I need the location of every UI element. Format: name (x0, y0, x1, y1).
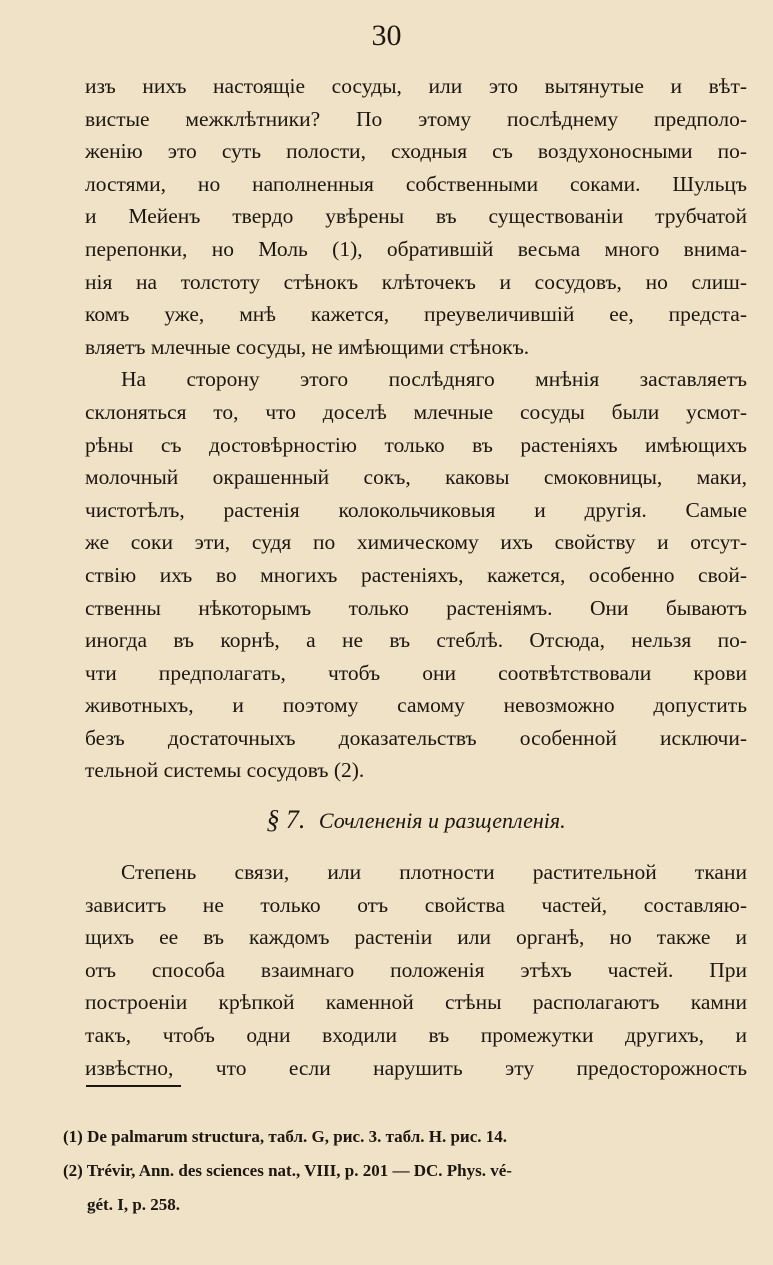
text-line: животныхъ, и поэтому самому невозможно допустить (85, 693, 747, 718)
text-line: изъ нихъ настоящіе сосуды, или это вытянутые и вѣт- (85, 74, 747, 98)
section-number: § 7. (266, 805, 306, 835)
text-line: женію это суть полости, сходныя съ воздухоносными по- (85, 139, 747, 164)
text-line: На сторону этого послѣдняго мнѣнія заставляетъ (121, 367, 747, 392)
body-text (85, 70, 747, 1084)
text-line: вляетъ млечные сосуды, не имѣющими стѣнокъ. (85, 334, 530, 359)
page-number: 30 (371, 19, 402, 52)
text-line: молочный окрашенный сокъ, каковы смоковницы, маки, (85, 465, 747, 490)
paragraph-3 (85, 856, 747, 1084)
paragraph-2 (85, 363, 747, 787)
text-line: вистые межклѣтники? По этому послѣднему предполо- (85, 106, 747, 131)
footnote-1: (1) De palmarum structura, табл. G, рис. 3. табл. H. рис. 14. (63, 1127, 508, 1146)
text-line: комъ уже, мнѣ кажется, преувеличившій ее, предста- (85, 302, 747, 327)
footnotes (63, 1120, 743, 1222)
text-line: безъ достаточныхъ доказательствъ особенной исключи- (85, 725, 747, 750)
text-line: нія на толстоту стѣнокъ клѣточекъ и сосудовъ, но слиш- (85, 269, 747, 294)
text-line: же соки эти, судя по химическому ихъ свойству и отсут- (85, 530, 747, 555)
text-line: щихъ ее въ каждомъ растеніи или органѣ, но также и (85, 925, 747, 950)
text-line: такъ, чтобъ одни входили въ промежутки другихъ, и (85, 1023, 747, 1048)
text-line: перепонки, но Моль (1), обратившій весьма много внима- (85, 236, 747, 261)
text-line: лостями, но наполненныя собственными соками. Шульцъ (85, 171, 747, 196)
text-line: рѣны съ достовѣрностію только въ растеніяхъ имѣющихъ (85, 432, 747, 457)
text-line: построеніи крѣпкой каменной стѣны располагаютъ камни (85, 990, 747, 1015)
text-line: зависитъ не только отъ свойства частей, составляю- (85, 892, 747, 917)
text-line: склоняться то, что доселѣ млечные сосуды были усмот- (85, 399, 747, 424)
text-line: ствію ихъ во многихъ растеніяхъ, кажется, особенно свой- (85, 562, 747, 587)
text-line: тельной системы сосудовъ (2). (85, 758, 365, 783)
text-line: и Мейенъ твердо увѣрены въ существованіи трубчатой (85, 204, 747, 229)
text-line: извѣстно, что если нарушить эту предосторожность (85, 1055, 747, 1080)
text-line: Степень связи, или плотности растительной ткани (121, 860, 747, 885)
footnote-divider (86, 1085, 181, 1087)
section-title: Сочлененія и разщепленія. (318, 808, 566, 834)
section-heading (85, 804, 747, 837)
text-line: чистотѣлъ, растенія колокольчиковыя и другія. Самые (85, 497, 747, 522)
text-line: отъ способа взаимнаго положенія этѣхъ частей. При (85, 957, 747, 982)
text-line: иногда въ корнѣ, а не въ стеблѣ. Отсюда, нельзя по- (85, 628, 747, 653)
text-line: чти предполагать, чтобъ они соотвѣтствовали крови (85, 660, 747, 685)
paragraph-1 (85, 70, 747, 363)
footnote-2-continuation: gét. I, p. 258. (87, 1195, 181, 1214)
text-line: ственны нѣкоторымъ только растеніямъ. Они бываютъ (85, 595, 747, 620)
footnote-2: (2) Trévir, Ann. des sciences nat., VIII, p. 201 — DC. Phys. vé- (63, 1161, 512, 1180)
